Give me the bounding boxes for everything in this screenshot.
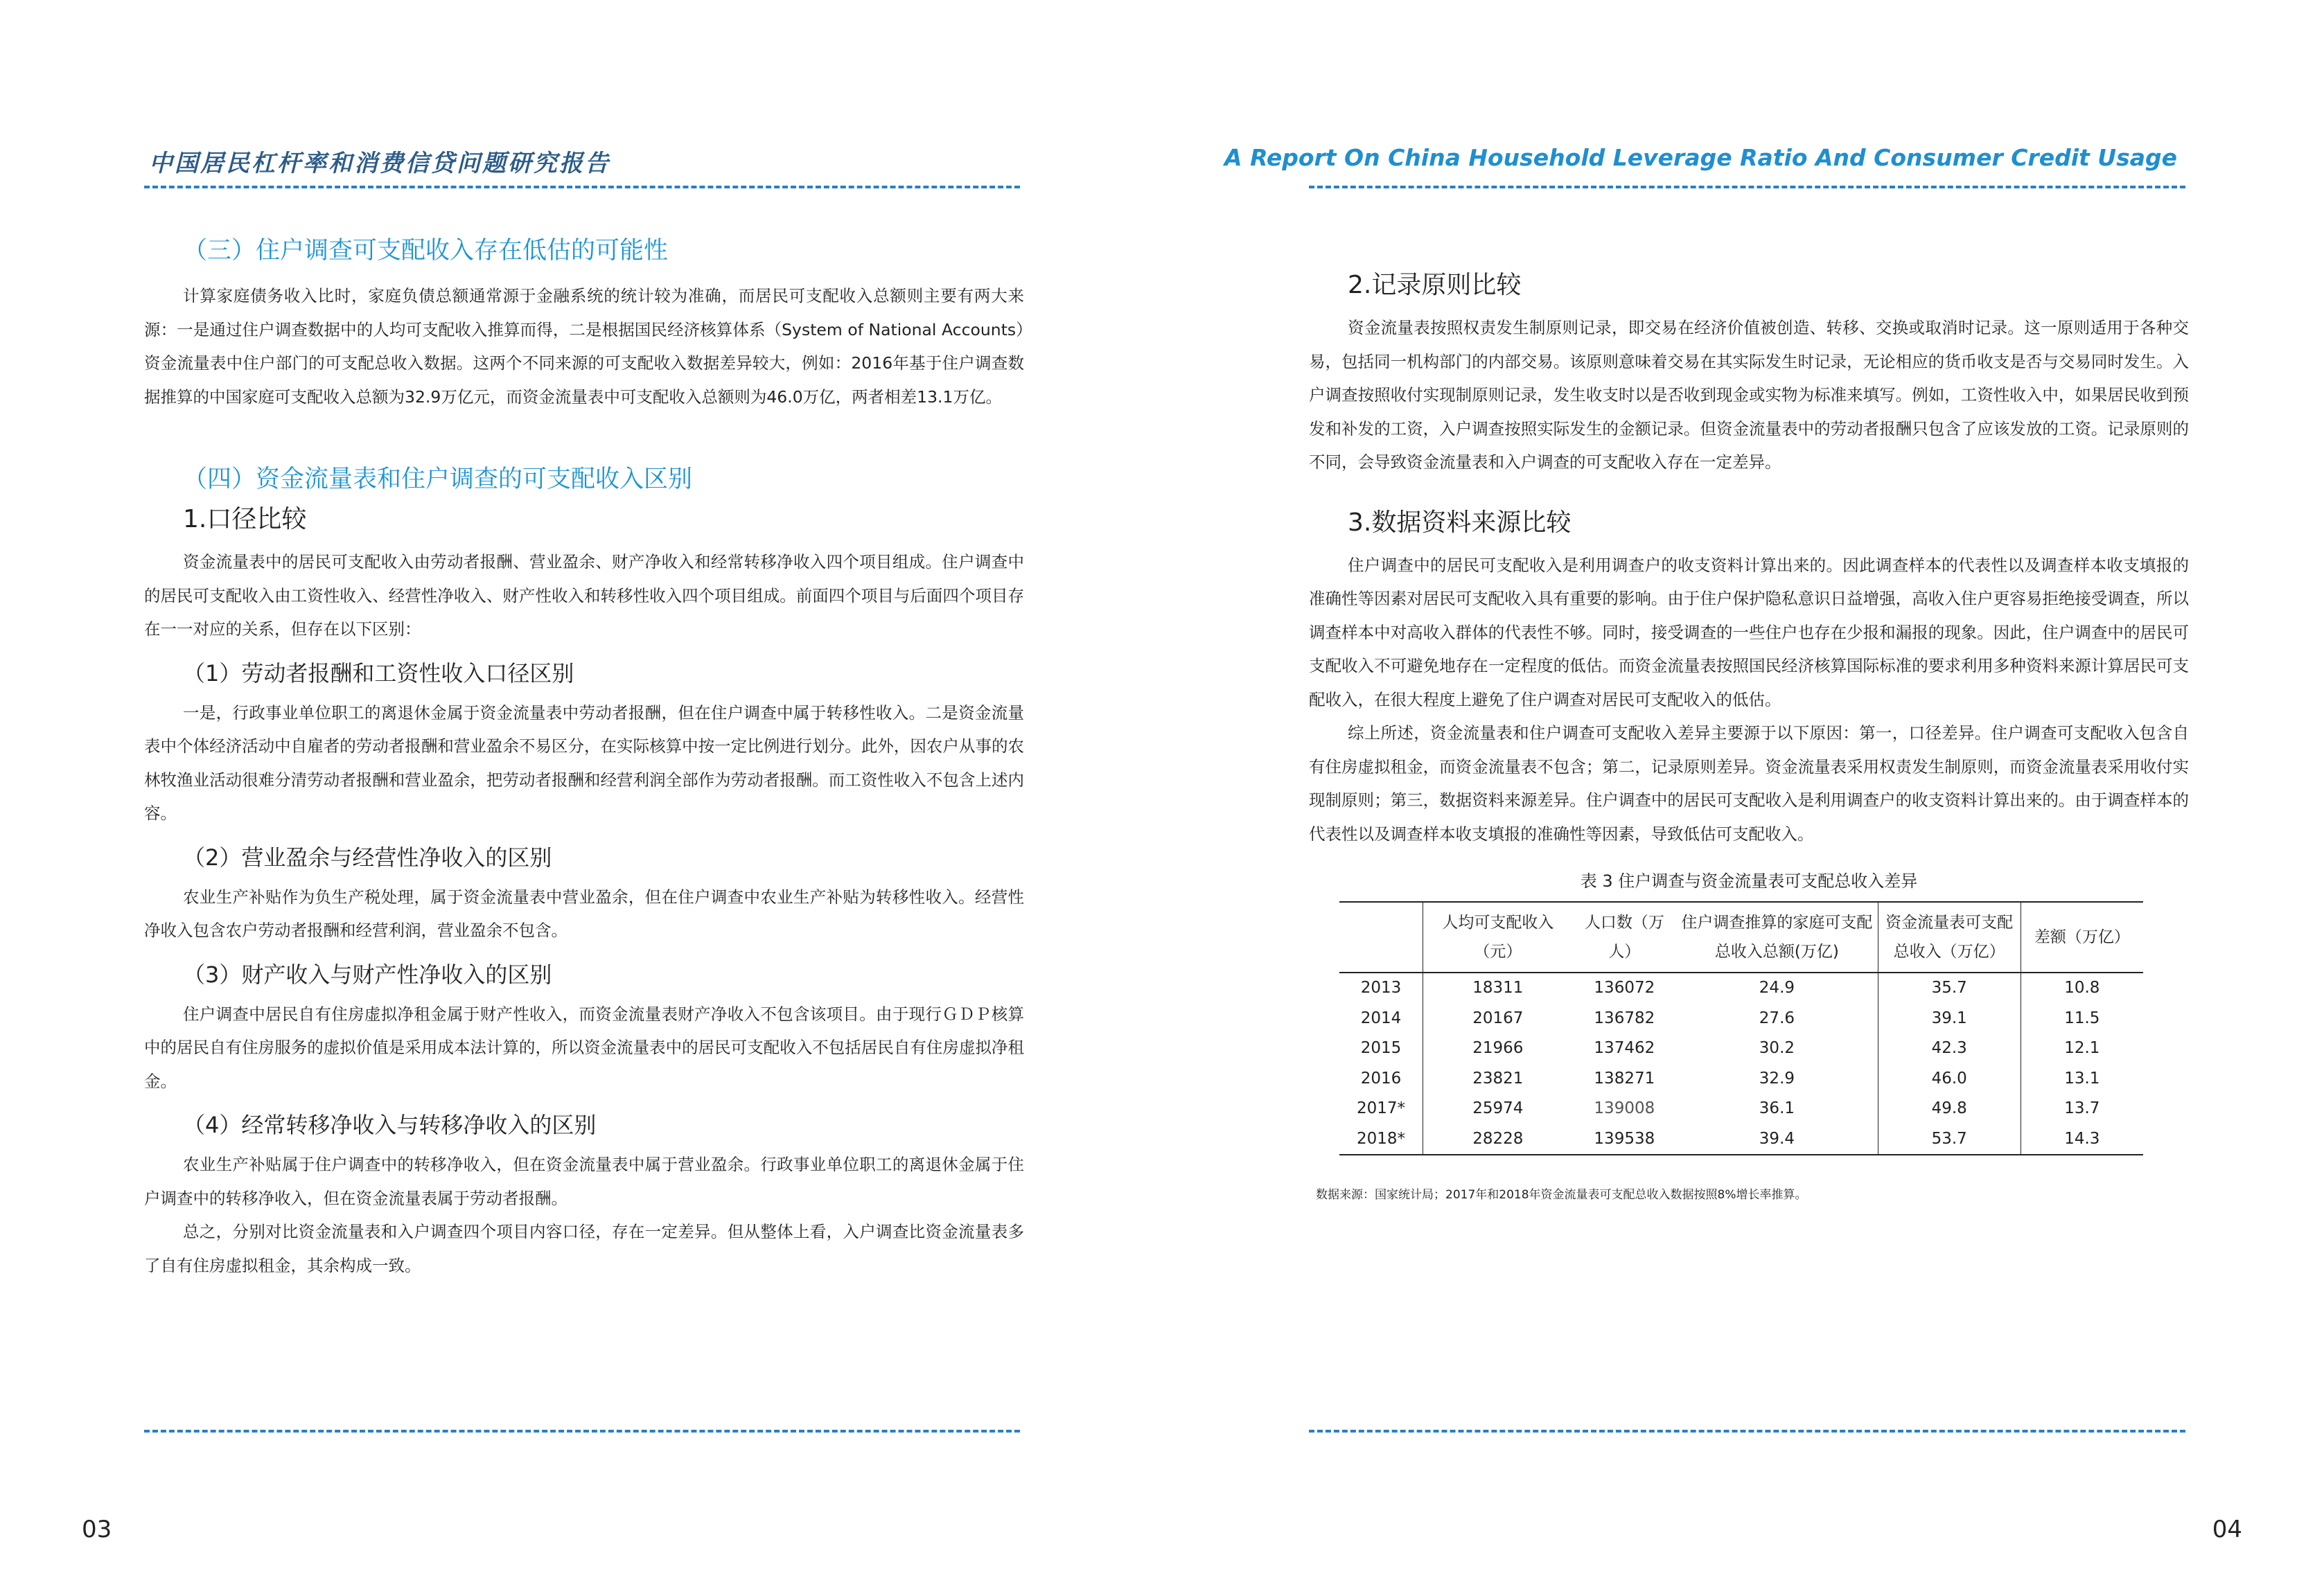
table-cell: 136072 [1594,979,1655,997]
table-header-cell: 住户调查推算的家庭可支配总收入总额(万亿) [1681,914,1873,961]
table-cell: 30.2 [1759,1039,1795,1057]
table-row [1339,973,2143,1004]
section-heading-3: （三）住户调查可支配收入存在低估的可能性 [183,237,669,265]
table-cell: 25974 [1423,1094,1573,1124]
subheading-data-source: 3.数据资料来源比较 [1348,508,1572,537]
paragraph: 住户调查中的居民可支配收入是利用调查户的收支资料计算出来的。因此调查样本的代表性以及调查样本收支填报的准确性等因素对居民可支配收入具有重要的影响。由于住户保护隐私意识日益增强，高收入住户更容易拒绝接受调查，所以调查样本中对高收入群体的代表性不够。同时，接受调查的一些住户也存在少报和漏报的现象。因此，住户调查中的居民可支配收入不可避免地存在一定程度的低估。而资金流量表按照国民经济核算国际标准的要求利用多种资料来源计算居民可支配收入，在很大程度上避免了住户调查对居民可支配收入的低估。 [1309,555,2189,709]
table-cell: 139538 [1594,1129,1655,1148]
table-row [1339,1004,2143,1034]
table-cell: 12.1 [2021,1034,2143,1064]
paragraph: 资金流量表按照权责发生制原则记录，即交易在经济价值被创造、转移、交换或取消时记录。这一原则适用于各种交易，包括同一机构部门的内部交易。该原则意味着交易在其实际发生时记录，无论相应的货币收支是否与交易同时发生。入户调查按照收付实现制原则记录，发生收支时以是否收到现金或实物为标准来填写。例如，工资性收入中，如果居民收到预发和补发的工资，入户调查按照实际发生的金额记录。但资金流量表中的劳动者报酬只包含了应该发放的工资。记录原则的不同，会导致资金流量表和入户调查的可支配收入存在一定差异。 [1309,318,2189,472]
item-heading-3: （3）财产收入与财产性净收入的区别 [183,961,552,988]
table-header-row [1339,902,2143,973]
item-heading-4: （4）经常转移净收入与转移净收入的区别 [183,1112,597,1138]
running-head-english: A Report On China Household Leverage Ratio And Consumer Credit Usage [1224,144,2177,171]
table-cell: 36.1 [1759,1099,1795,1117]
table-cell: 46.0 [1878,1064,2021,1094]
header-dashed-rule [1309,186,2185,188]
table-header-cell [1339,902,1423,973]
table-cell: 35.7 [1878,973,2021,1004]
table-cell: 10.8 [2021,973,2143,1004]
table-cell: 11.5 [2021,1004,2143,1034]
table-cell: 2015 [1360,1039,1402,1057]
table-cell: 20167 [1423,1004,1573,1034]
section-heading-4: （四）资金流量表和住户调查的可支配收入区别 [183,466,693,493]
table-cell: 2013 [1360,979,1402,997]
paragraph: 住户调查中居民自有住房虚拟净租金属于财产性收入，而资金流量表财产净收入不包含该项目。由于现行ＧＤＰ核算中的居民自有住房服务的虚拟价值是采用成本法计算的，所以资金流量表中的居民可支配收入不包括居民自有住房虚拟净租金。 [144,1004,1024,1091]
table-cell: 23821 [1423,1064,1573,1094]
table-cell: 138271 [1594,1069,1655,1088]
paragraph: 农业生产补贴作为负生产税处理，属于资金流量表中营业盈余，但在住户调查中农业生产补贴为转移性收入。经营性净收入包含农户劳动者报酬和经营利润，营业盈余不包含。 [144,887,1024,940]
table-cell: 39.4 [1759,1129,1795,1148]
subheading-recording-principle: 2.记录原则比较 [1348,271,1522,299]
table-cell: 28228 [1423,1124,1573,1155]
page-number: 03 [82,1516,112,1543]
table-cell: 13.1 [2021,1064,2143,1094]
table-row [1339,1034,2143,1064]
table-cell: 2014 [1360,1009,1402,1027]
footer-dashed-rule [144,1430,1020,1433]
paragraph: 总之，分别对比资金流量表和入户调查四个项目内容口径，存在一定差异。但从整体上看，入户调查比资金流量表多了自有住房虚拟租金，其余构成一致。 [144,1222,1024,1275]
table-cell: 18311 [1423,973,1573,1004]
table-cell: 24.9 [1759,979,1795,997]
header-dashed-rule [144,186,1020,188]
table-cell: 2017* [1357,1099,1406,1117]
table-row [1339,1124,2143,1155]
table-cell: 42.3 [1878,1034,2021,1064]
item-heading-1: （1）劳动者报酬和工资性收入口径区别 [183,659,574,686]
subheading-scope-comparison: 1.口径比较 [183,505,307,533]
table-cell: 136782 [1594,1009,1655,1027]
table-row [1339,1064,2143,1094]
table-cell: 39.1 [1878,1004,2021,1034]
paragraph: 综上所述，资金流量表和住户调查可支配收入差异主要源于以下原因：第一，口径差异。住户调查可支配收入包含自有住房虚拟租金，而资金流量表不包含；第二，记录原则差异。资金流量表采用权责发生制原则，而资金流量表采用收付实现制原则；第三，数据资料来源差异。住户调查中的居民可支配收入是利用调查户的收支资料计算出来的。由于调查样本的代表性以及调查样本收支填报的准确性等因素，导致低估可支配收入。 [1309,723,2189,844]
table-cell: 32.9 [1759,1069,1795,1088]
table-header-cell: 人均可支配收入（元） [1423,902,1573,973]
page-number: 04 [2212,1516,2242,1543]
running-head-chinese: 中国居民杠杆率和消费信贷问题研究报告 [149,150,610,177]
table-cell: 2018* [1357,1129,1406,1148]
table-cell: 2016 [1360,1069,1402,1088]
paragraph: 一是，行政事业单位职工的离退休金属于资金流量表中劳动者报酬，但在住户调查中属于转移性收入。二是资金流量表中个体经济活动中自雇者的劳动者报酬和营业盈余不易区分，在实际核算中按一定比例进行划分。此外，因农户从事的农林牧渔业活动很难分清劳动者报酬和营业盈余，把劳动者报酬和经营利润全部作为劳动者报酬。而工资性收入不包含上述内容。 [144,702,1024,823]
footer-dashed-rule [1309,1430,2185,1433]
right-page [1162,0,2324,1587]
right-page-content [1309,267,2189,1202]
table-row [1339,1094,2143,1124]
table-cell: 14.3 [2021,1124,2143,1155]
table-cell: 53.7 [1878,1124,2021,1155]
table-header-cell: 人口数（万人） [1584,914,1664,961]
table-cell: 49.8 [1878,1094,2021,1124]
table-cell: 13.7 [2021,1094,2143,1124]
paragraph: 资金流量表中的居民可支配收入由劳动者报酬、营业盈余、财产净收入和经常转移净收入四个项目组成。住户调查中的居民可支配收入由工资性收入、经营性净收入、财产性收入和转移性收入四个项目组成。前面四个项目与后面四个项目存在一一对应的关系，但存在以下区别： [144,552,1024,639]
paragraph: 农业生产补贴属于住户调查中的转移净收入，但在资金流量表中属于营业盈余。行政事业单位职工的离退休金属于住户调查中的转移净收入，但在资金流量表属于劳动者报酬。 [144,1155,1024,1208]
paragraph: 计算家庭债务收入比时，家庭负债总额通常源于金融系统的统计较为准确，而居民可支配收入总额则主要有两大来源：一是通过住户调查数据中的人均可支配收入推算而得，二是根据国民经济核算体系（System of National Accounts）资金流量表中住户部门的可支配总收入数据。这两个不同来源的可支配收入数据差异较大，例如：2016年基于住户调查数据推算的中国家庭可支配收入总额为32.9万亿元，而资金流量表中可支配收入总额则为46.0万亿，两者相差13.1万亿。 [144,286,1024,407]
table-source-note: 数据来源：国家统计局；2017年和2018年资金流量表可支配总收入数据按照8%增长率推算。 [1316,1188,1807,1202]
item-heading-2: （2）营业盈余与经营性净收入的区别 [183,844,552,871]
income-difference-table [1339,901,2143,1155]
left-page-content [144,232,1024,1282]
table-cell: 137462 [1594,1039,1655,1057]
table-cell: 27.6 [1759,1009,1795,1027]
table-cell: 139008 [1594,1099,1655,1117]
table-caption: 表 3 住户调查与资金流量表可支配总收入差异 [1580,871,1918,891]
table-cell: 21966 [1423,1034,1573,1064]
table-header-cell: 资金流量表可支配总收入（万亿） [1878,902,2021,973]
table-header-cell: 差额（万亿） [2021,902,2143,973]
